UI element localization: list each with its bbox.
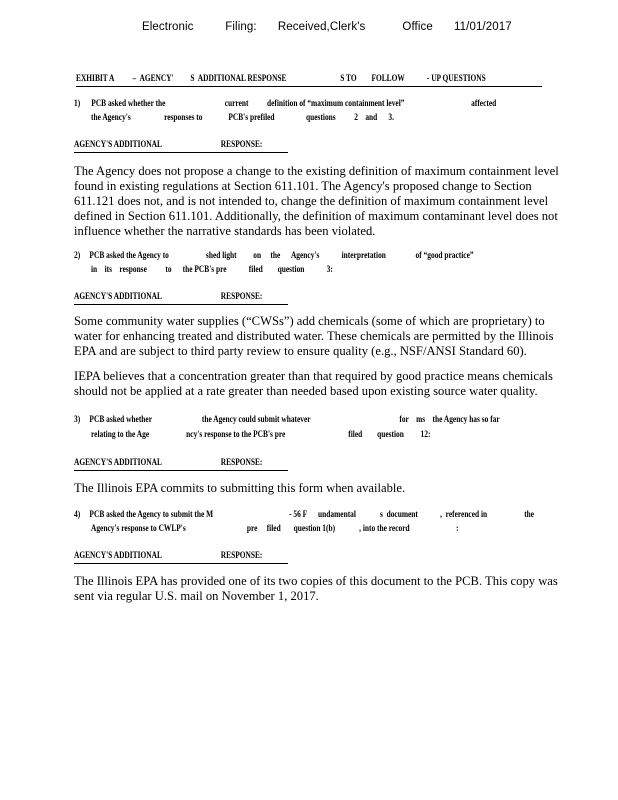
question-3-line-1: 3) PCB asked whether the Agency could submit whatever for ms the Agency has so far xyxy=(74,415,500,425)
question-1-line-1: 1) PCB asked whether the current definition of “maximum containment level” affected xyxy=(74,99,497,109)
response-2-line-4: IEPA believes that a concentration greater than that required by good practice means chemicals xyxy=(74,369,553,383)
exhibit-title-underline xyxy=(76,86,542,87)
response-label-1-underline xyxy=(74,152,288,153)
question-3-line-2: relating to the Age ncy's response to the PCB's pre filed question 12: xyxy=(91,430,431,440)
response-3-line-1: The Illinois EPA commits to submitting this form when available. xyxy=(74,481,406,495)
question-2-cont xyxy=(91,265,401,275)
response-label-3-text: AGENCY'S ADDITIONAL RESPONSE: xyxy=(74,458,263,468)
response-label-2-text: AGENCY'S ADDITIONAL RESPONSE: xyxy=(74,292,263,302)
question-2-line-1: 2) PCB asked the Agency to shed light on the Agency's interpretation of “good practice” xyxy=(74,251,474,261)
question-1 xyxy=(74,99,615,109)
response-1-line-3: 611.121 does not, and is not intended to, change the definition of maximum containment level xyxy=(74,194,549,208)
response-label-4-text: AGENCY'S ADDITIONAL RESPONSE: xyxy=(74,551,263,561)
response-label-1 xyxy=(74,140,316,150)
response-label-3-underline xyxy=(74,470,288,471)
response-4-line-1: The Illinois EPA has provided one of its two copies of this document to the PCB. This copy was xyxy=(74,574,558,588)
response-2-line-5: should not be applied at a rate greater than needed based upon existing source water quality. xyxy=(74,384,538,398)
response-label-3 xyxy=(74,458,316,468)
response-label-2-underline xyxy=(74,304,288,305)
question-4-line-2: Agency's response to CWLP's pre filed question 1(b) , into the record : xyxy=(91,524,459,534)
question-1-line-2: the Agency's responses to PCB's prefiled questions 2 and 3. xyxy=(91,113,394,123)
response-2-line-3: EPA and are subject to third party review to ensure quality (e.g., NSF/ANSI Standard 60). xyxy=(74,344,527,358)
response-1 xyxy=(74,164,559,239)
response-4-line-2: sent via regular U.S. mail on November 1, 2017. xyxy=(74,589,319,603)
response-1-line-5: influence whether the narrative standards has been violated. xyxy=(74,224,376,238)
response-2-line-1: Some community water supplies (“CWSs”) add chemicals (some of which are proprietary) to xyxy=(74,314,545,328)
question-4 xyxy=(74,510,618,520)
filing-header xyxy=(142,21,512,33)
response-3 xyxy=(74,481,405,496)
question-3 xyxy=(74,415,618,425)
response-label-4-underline xyxy=(74,563,288,564)
response-label-1-text: AGENCY'S ADDITIONAL RESPONSE: xyxy=(74,140,263,150)
question-1-cont xyxy=(91,113,479,123)
question-2 xyxy=(74,251,586,261)
response-label-4 xyxy=(74,551,316,561)
question-4-cont xyxy=(91,524,562,534)
exhibit-title-text: EXHIBIT A – AGENCY' S ADDITIONAL RESPONSE S TO FOLLOW - UP QUESTIONS xyxy=(76,74,486,84)
filing-header-text: Electronic Filing: Received,Clerk's Office 11/01/2017 xyxy=(142,21,512,33)
response-2 xyxy=(74,314,554,359)
question-3-cont xyxy=(91,430,526,440)
question-2-line-2: in its response to the PCB's pre filed question 3: xyxy=(91,265,333,275)
response-label-2 xyxy=(74,292,316,302)
response-2-line-2: water for enhancing treated and distributed water. These chemicals are permitted by the Illinois xyxy=(74,329,554,343)
response-4 xyxy=(74,574,558,604)
response-1-line-2: found in existing regulations at Section 611.101. The Agency's proposed change to Section xyxy=(74,179,532,193)
question-4-line-1: 4) PCB asked the Agency to submit the M - 56 F undamental s document , referenced in the xyxy=(74,510,535,520)
exhibit-title xyxy=(76,74,601,84)
response-1-line-1: The Agency does not propose a change to the existing definition of maximum containment level xyxy=(74,164,559,178)
response-2-paragraph-2 xyxy=(74,369,553,399)
response-1-line-4: defined in Section 611.101. Additionally, the definition of maximum contaminant level does not xyxy=(74,209,558,223)
